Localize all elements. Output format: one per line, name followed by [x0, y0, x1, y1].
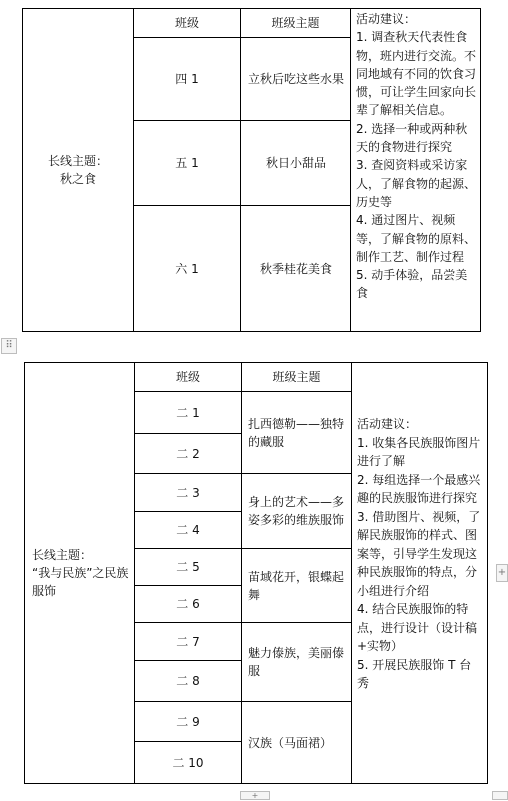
table2-notes-title: 活动建议：	[357, 417, 418, 431]
table2-class-cell: 二 6	[176, 597, 200, 611]
table1-theme-line2: 秋之食	[59, 172, 96, 186]
table1-header-topic: 班级主题	[271, 16, 320, 30]
table1-note-item: 5. 动手体验，品尝美食	[356, 268, 468, 301]
table2-note-item: 4. 结合民族服饰的特点，进行设计（设计稿+实物）	[357, 602, 478, 653]
table1-note-item: 2. 选择一种或两种秋天的食物进行探究	[356, 121, 468, 155]
table2-topic-cell	[248, 392, 346, 473]
table2-class-cell: 二 3	[176, 485, 200, 500]
table2-topic-cell	[248, 474, 346, 548]
table2-theme	[32, 363, 130, 783]
table2-topic-text: 汉族（马面裙）	[248, 735, 333, 750]
table2-header-class: 班级	[175, 370, 200, 384]
table2-topic-text: 苗域花开，银蝶起舞	[248, 569, 345, 602]
table2-class-cell: 二 7	[176, 634, 200, 649]
table2-topic-text: 扎西德勒——独特的藏服	[248, 416, 345, 449]
table1-topic-cell: 秋季桂花美食	[259, 261, 332, 276]
add-row-icon[interactable]: +	[240, 791, 270, 800]
table2-class-cell: 二 2	[176, 446, 200, 461]
table2-class-cell: 二 1	[176, 405, 200, 420]
table1-theme	[23, 9, 133, 331]
table1-notes-title: 活动建议：	[356, 12, 417, 26]
table2-topic-cell	[248, 702, 346, 783]
table1-note-item: 4. 通过图片、视频等，了解食物的原料、制作工艺、制作过程	[356, 213, 477, 264]
table1-class-cell: 六 1	[175, 261, 199, 276]
table2-topic-text: 魅力傣族，美丽傣服	[248, 646, 345, 678]
table2-topic-text: 身上的艺术——多姿多彩的维族服饰	[248, 495, 345, 527]
table2-class-cell: 二 8	[176, 674, 200, 688]
table2-notes	[357, 415, 482, 693]
table2-note-item: 2. 每组选择一个最感兴趣的民族服饰进行探究	[357, 472, 481, 505]
table1-class-cell: 四 1	[175, 72, 199, 86]
table2-class-cell: 二 10	[172, 755, 204, 770]
table1-notes	[356, 10, 476, 303]
add-column-icon[interactable]: +	[496, 564, 508, 582]
table2-theme-line2: “我与民族”之民族服饰	[32, 566, 129, 598]
table1-topic-cell: 立秋后吃这些水果	[248, 72, 345, 86]
table2-theme-line1: 长线主题：	[32, 548, 93, 562]
table2-note-item: 1. 收集各民族服饰图片进行了解	[357, 435, 481, 468]
table2-header-topic: 班级主题	[272, 370, 321, 384]
table2-topic-cell	[248, 549, 346, 622]
table-move-handle-icon[interactable]: ⠿	[1, 338, 17, 354]
table2-class-cell: 二 5	[176, 560, 200, 574]
table2-class-cell: 二 9	[176, 714, 200, 729]
table2-class-cell: 二 4	[176, 523, 200, 537]
table1-topic-cell: 秋日小甜品	[265, 156, 326, 170]
table1-theme-line1: 长线主题：	[47, 154, 108, 168]
table1-header-class: 班级	[174, 16, 199, 30]
table1-note-item: 1. 调查秋天代表性食物，班内进行交流。不同地域有不同的饮食习惯，可让学生回家向长辈了解相关信息。	[356, 30, 477, 118]
table2-topic-cell	[248, 623, 346, 701]
table2-note-item: 5. 开展民族服饰 T 台秀	[357, 657, 472, 690]
table1-note-item: 3. 查阅资料或采访家人，了解食物的起源、历史等	[356, 158, 477, 209]
table1-class-cell: 五 1	[175, 156, 199, 170]
table2-note-item: 3. 借助图片、视频，了解民族服饰的样式、图案等，引导学生发现这种民族服饰的特点，分小组进行介绍	[357, 509, 481, 598]
